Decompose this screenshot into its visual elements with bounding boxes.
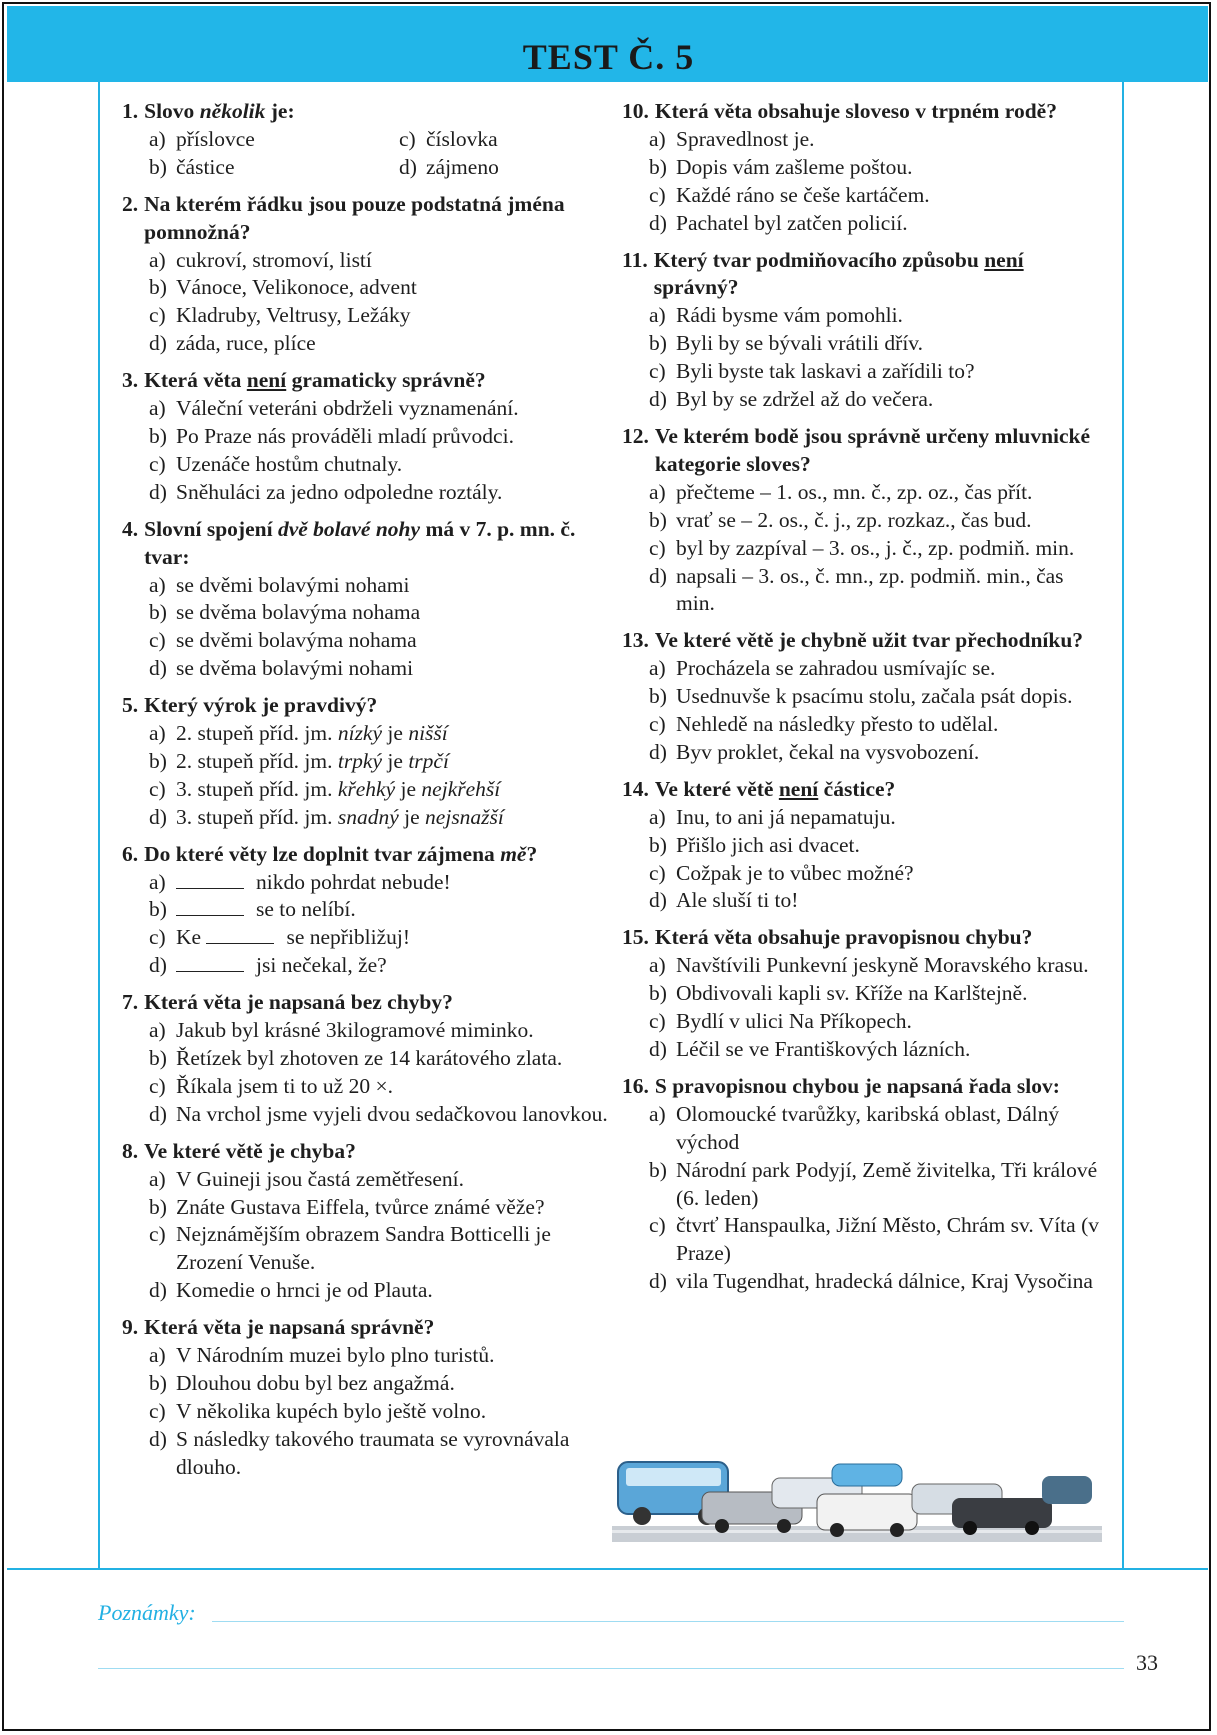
answer-option[interactable] bbox=[149, 274, 612, 302]
question-number: 7. bbox=[122, 990, 139, 1015]
option-suffix: se nepřibližuj! bbox=[286, 925, 411, 950]
option-text: Kladruby, Veltrusy, Ležáky bbox=[176, 303, 411, 328]
question-number: 15. bbox=[622, 925, 649, 950]
option-text: Váleční veteráni obdrželi vyznamenání. bbox=[176, 396, 519, 421]
question-text: Ve kterém bodě jsou správně určeny mluvnické kategorie sloves? bbox=[654, 423, 1091, 476]
option-text: Byli byste tak laskavi a zařídili to? bbox=[676, 359, 975, 384]
question bbox=[122, 989, 612, 1129]
option-letter: b) bbox=[149, 748, 167, 773]
left-column bbox=[122, 98, 612, 1491]
answer-option[interactable] bbox=[649, 358, 1102, 386]
option-letter: d) bbox=[149, 804, 167, 829]
question-heading bbox=[122, 1138, 612, 1166]
question-heading bbox=[122, 367, 612, 395]
answer-option[interactable] bbox=[149, 1221, 612, 1277]
answer-option[interactable] bbox=[149, 479, 612, 507]
question-heading bbox=[622, 776, 1102, 804]
question-heading bbox=[122, 692, 612, 720]
page-number: 33 bbox=[1136, 1650, 1158, 1675]
question-number: 5. bbox=[122, 693, 139, 718]
question bbox=[122, 1138, 612, 1305]
option-letter: d) bbox=[649, 1269, 667, 1294]
answer-option[interactable] bbox=[149, 451, 612, 479]
option-text: V několika kupéch bylo ještě volno. bbox=[176, 1398, 487, 1423]
option-text: 3. stupeň příd. jm. křehký je nejkřehší bbox=[176, 776, 501, 801]
option-letter: b) bbox=[149, 154, 167, 179]
answer-option[interactable] bbox=[149, 1073, 612, 1101]
option-text: číslovka bbox=[426, 126, 498, 151]
question bbox=[622, 98, 1102, 238]
answer-option[interactable] bbox=[649, 1036, 1102, 1064]
option-letter: a) bbox=[649, 953, 666, 978]
option-text: napsali – 3. os., č. mn., zp. podmiň. min., čas min. bbox=[676, 563, 1064, 616]
fill-blank[interactable] bbox=[176, 871, 244, 889]
bottom-rule bbox=[7, 1568, 1208, 1570]
option-text: V Guineji jsou častá zemětřesení. bbox=[176, 1166, 464, 1191]
question bbox=[122, 692, 612, 832]
answer-option[interactable] bbox=[149, 1101, 612, 1129]
answer-option[interactable] bbox=[149, 924, 612, 952]
option-text: se dvěmi bolavýma nohama bbox=[176, 628, 417, 653]
question bbox=[122, 191, 612, 358]
answer-option[interactable] bbox=[149, 869, 612, 897]
option-letter: c) bbox=[649, 712, 666, 737]
option-letter: d) bbox=[149, 1426, 167, 1451]
option-text: Po Praze nás prováděli mladí průvodci. bbox=[176, 423, 514, 448]
answer-option[interactable] bbox=[649, 507, 1102, 535]
answer-option[interactable] bbox=[649, 804, 1102, 832]
option-letter: b) bbox=[649, 331, 667, 356]
question-number: 11. bbox=[622, 247, 648, 272]
answer-option[interactable] bbox=[649, 1268, 1102, 1296]
option-text: se dvěmi bolavými nohami bbox=[176, 572, 410, 597]
option-letter: a) bbox=[649, 126, 666, 151]
answer-options bbox=[122, 1017, 612, 1129]
option-text: přečteme – 1. os., mn. č., zp. oz., čas přít. bbox=[676, 479, 1033, 504]
question-heading bbox=[622, 423, 1102, 479]
question-heading bbox=[622, 924, 1102, 952]
left-rule bbox=[98, 82, 100, 1570]
option-text: částice bbox=[176, 154, 235, 179]
option-text bbox=[176, 896, 612, 924]
answer-options bbox=[622, 952, 1102, 1064]
option-text bbox=[176, 952, 612, 980]
question bbox=[622, 776, 1102, 916]
question-text: Který tvar podmiňovacího způsobu není správný? bbox=[653, 247, 1024, 300]
question-number: 16. bbox=[622, 1073, 649, 1098]
option-letter: a) bbox=[149, 1166, 166, 1191]
answer-option[interactable] bbox=[649, 386, 1102, 414]
option-letter: d) bbox=[149, 331, 167, 356]
option-text: Ale sluší ti to! bbox=[676, 888, 799, 913]
question bbox=[122, 1314, 612, 1481]
question-heading bbox=[122, 191, 612, 247]
question-text: Která věta není gramaticky správně? bbox=[144, 368, 486, 393]
question-text: Která věta obsahuje pravopisnou chybu? bbox=[654, 925, 1033, 950]
answer-options bbox=[622, 479, 1102, 619]
option-suffix: nikdo pohrdat nebude! bbox=[256, 869, 451, 894]
option-text: Bydlí v ulici Na Příkopech. bbox=[676, 1009, 912, 1034]
question-heading bbox=[122, 516, 612, 572]
option-letter: c) bbox=[149, 776, 166, 801]
option-suffix: se to nelíbí. bbox=[256, 897, 356, 922]
option-text: S následky takového traumata se vyrovnávala dlouho. bbox=[176, 1426, 570, 1479]
answer-options bbox=[122, 720, 612, 832]
answer-options bbox=[622, 655, 1102, 767]
answer-option[interactable] bbox=[149, 1017, 612, 1045]
option-letter: a) bbox=[649, 1101, 666, 1126]
question-number: 6. bbox=[122, 841, 139, 866]
option-letter: d) bbox=[149, 1278, 167, 1303]
option-letter: d) bbox=[149, 479, 167, 504]
option-letter: c) bbox=[649, 860, 666, 885]
option-text: Byli by se bývali vrátili dřív. bbox=[676, 331, 924, 356]
answer-option[interactable] bbox=[649, 887, 1102, 915]
option-letter: a) bbox=[149, 1343, 166, 1368]
option-text: V Národním muzei bylo plno turistů. bbox=[176, 1343, 495, 1368]
option-text: Nejznámějším obrazem Sandra Botticelli je Zrození Venuše. bbox=[176, 1222, 551, 1275]
answer-option[interactable] bbox=[149, 804, 612, 832]
answer-option[interactable] bbox=[399, 154, 599, 182]
option-text: Cožpak je to vůbec možné? bbox=[676, 860, 914, 885]
answer-option[interactable] bbox=[149, 748, 612, 776]
answer-option[interactable] bbox=[149, 423, 612, 451]
question-text: Na kterém řádku jsou pouze podstatná jména pomnožná? bbox=[144, 191, 565, 244]
answer-options bbox=[122, 572, 612, 684]
notes-label: Poznámky: bbox=[98, 1600, 196, 1625]
option-text: 2. stupeň příd. jm. nízký je nišší bbox=[176, 721, 448, 746]
fill-blank[interactable] bbox=[176, 898, 244, 916]
option-letter: a) bbox=[149, 869, 166, 894]
answer-option[interactable] bbox=[649, 330, 1102, 358]
option-letter: b) bbox=[649, 981, 667, 1006]
answer-option[interactable] bbox=[649, 563, 1102, 619]
right-rule bbox=[1122, 82, 1124, 1570]
option-letter: b) bbox=[649, 832, 667, 857]
option-text: Řetízek byl zhotoven ze 14 karátového zlata. bbox=[176, 1046, 563, 1070]
option-text: Jakub byl krásné 3kilogramové miminko. bbox=[176, 1018, 534, 1043]
option-letter: c) bbox=[149, 451, 166, 476]
option-letter: c) bbox=[649, 1213, 666, 1238]
question-text: Ve které větě není částice? bbox=[654, 776, 896, 801]
option-text: Léčil se ve Františkových lázních. bbox=[676, 1037, 971, 1061]
question-number: 3. bbox=[122, 368, 139, 393]
answer-option[interactable] bbox=[649, 154, 1102, 182]
option-letter: d) bbox=[649, 888, 667, 913]
option-letter: c) bbox=[149, 1222, 166, 1247]
option-letter: b) bbox=[149, 897, 167, 922]
option-letter: c) bbox=[149, 628, 166, 653]
option-prefix: Ke bbox=[176, 925, 207, 950]
option-letter: d) bbox=[649, 210, 667, 235]
option-text: vrať se – 2. os., č. j., zp. rozkaz., čas bud. bbox=[676, 507, 1032, 532]
question bbox=[122, 841, 612, 981]
answer-option[interactable] bbox=[149, 776, 612, 804]
question-heading bbox=[122, 841, 612, 869]
answer-option[interactable] bbox=[149, 1426, 612, 1482]
option-letter: b) bbox=[649, 1157, 667, 1182]
answer-option[interactable] bbox=[649, 1008, 1102, 1036]
option-letter: c) bbox=[149, 303, 166, 328]
option-letter: b) bbox=[649, 154, 667, 179]
option-letter: d) bbox=[649, 1037, 667, 1061]
question bbox=[622, 247, 1102, 414]
option-text: Byv proklet, čekal na vysvobození. bbox=[676, 739, 980, 764]
question bbox=[622, 423, 1102, 618]
question-heading bbox=[122, 1314, 612, 1342]
answer-option[interactable] bbox=[149, 896, 612, 924]
answer-option[interactable] bbox=[649, 535, 1102, 563]
question-heading bbox=[622, 247, 1102, 303]
option-text: Sněhuláci za jedno odpoledne roztály. bbox=[176, 479, 503, 504]
option-letter: b) bbox=[649, 684, 667, 709]
option-letter: a) bbox=[149, 126, 166, 151]
option-text: 3. stupeň příd. jm. snadný je nejsnažší bbox=[176, 804, 504, 829]
fill-blank[interactable] bbox=[206, 926, 274, 944]
option-text: Nehledě na následky přesto to udělal. bbox=[676, 712, 999, 737]
option-text: Obdivovali kapli sv. Kříže na Karlštejně. bbox=[676, 981, 1028, 1006]
answer-option[interactable] bbox=[649, 711, 1102, 739]
option-letter: c) bbox=[399, 126, 416, 151]
answer-option[interactable] bbox=[149, 655, 612, 683]
option-text: se dvěma bolavýma nohama bbox=[176, 600, 421, 625]
option-text: Procházela se zahradou usmívajíc se. bbox=[676, 656, 996, 681]
option-text: Pachatel byl zatčen policií. bbox=[676, 210, 908, 235]
answer-option[interactable] bbox=[149, 1166, 612, 1194]
option-text: Znáte Gustava Eiffela, tvůrce známé věže? bbox=[176, 1194, 545, 1219]
answer-option[interactable] bbox=[649, 126, 1102, 154]
option-letter: b) bbox=[149, 1194, 167, 1219]
option-letter: b) bbox=[149, 275, 167, 300]
question-text: S pravopisnou chybou je napsaná řada slov: bbox=[654, 1073, 1060, 1098]
option-letter: a) bbox=[149, 247, 166, 272]
question-number: 12. bbox=[622, 423, 649, 448]
answer-option[interactable] bbox=[149, 1045, 612, 1073]
question-text: Slovní spojení dvě bolavé nohy má v 7. p. mn. č. tvar: bbox=[144, 516, 576, 569]
question-text: Která věta obsahuje sloveso v trpném rodě? bbox=[654, 99, 1057, 123]
option-letter: a) bbox=[149, 1018, 166, 1043]
option-letter: b) bbox=[149, 423, 167, 448]
answer-option[interactable] bbox=[149, 599, 612, 627]
question bbox=[622, 627, 1102, 767]
answer-option[interactable] bbox=[149, 1194, 612, 1222]
question-heading bbox=[622, 98, 1102, 126]
option-letter: c) bbox=[649, 182, 666, 207]
answer-options bbox=[622, 804, 1102, 916]
answer-option[interactable] bbox=[149, 952, 612, 980]
answer-option[interactable] bbox=[649, 182, 1102, 210]
answer-option[interactable] bbox=[649, 739, 1102, 767]
option-letter: a) bbox=[649, 804, 666, 829]
option-letter: a) bbox=[149, 572, 166, 597]
option-text: Usednuvše k psacímu stolu, začala psát dopis. bbox=[676, 684, 1073, 709]
option-letter: d) bbox=[149, 1101, 167, 1126]
answer-option[interactable] bbox=[649, 655, 1102, 683]
option-letter: b) bbox=[649, 507, 667, 532]
answer-option[interactable] bbox=[649, 1212, 1102, 1268]
notes-line-2 bbox=[98, 1668, 1124, 1669]
option-text: záda, ruce, plíce bbox=[176, 331, 316, 356]
question-heading bbox=[622, 1073, 1102, 1101]
answer-options bbox=[122, 1166, 612, 1306]
answer-option[interactable] bbox=[149, 1370, 612, 1398]
answer-options bbox=[122, 126, 612, 182]
option-text: zájmeno bbox=[426, 154, 499, 179]
option-text: Vánoce, Velikonoce, advent bbox=[176, 275, 417, 300]
answer-option[interactable] bbox=[149, 330, 612, 358]
answer-option[interactable] bbox=[399, 126, 599, 154]
answer-options bbox=[122, 869, 612, 981]
right-column bbox=[622, 98, 1102, 1305]
traffic-illustration bbox=[612, 1456, 1102, 1542]
answer-option[interactable] bbox=[149, 572, 612, 600]
option-letter: b) bbox=[149, 1370, 167, 1395]
option-letter: c) bbox=[149, 925, 166, 950]
answer-option[interactable] bbox=[649, 479, 1102, 507]
option-text: cukroví, stromoví, listí bbox=[176, 247, 372, 272]
option-letter: c) bbox=[149, 1073, 166, 1098]
option-text: Komedie o hrnci je od Plauta. bbox=[176, 1278, 433, 1303]
option-letter: a) bbox=[649, 656, 666, 681]
answer-option[interactable] bbox=[649, 860, 1102, 888]
question bbox=[122, 367, 612, 507]
option-text bbox=[176, 869, 612, 897]
option-letter: c) bbox=[149, 1398, 166, 1423]
option-letter: b) bbox=[149, 600, 167, 625]
notes-line bbox=[212, 1621, 1124, 1622]
answer-options bbox=[122, 247, 612, 359]
option-text: Navštívili Punkevní jeskyně Moravského krasu. bbox=[676, 953, 1089, 978]
question-number: 10. bbox=[622, 99, 649, 123]
option-text: Přišlo jich asi dvacet. bbox=[676, 832, 860, 857]
option-text: Inu, to ani já nepamatuju. bbox=[676, 804, 896, 829]
option-letter: a) bbox=[649, 303, 666, 328]
option-letter: d) bbox=[149, 953, 167, 978]
option-text: vila Tugendhat, hradecká dálnice, Kraj Vysočina bbox=[676, 1269, 1093, 1294]
question-number: 14. bbox=[622, 776, 649, 801]
option-text: Dlouhou dobu byl bez angažmá. bbox=[176, 1370, 455, 1395]
option-text bbox=[176, 924, 612, 952]
answer-option[interactable] bbox=[149, 720, 612, 748]
fill-blank[interactable] bbox=[176, 954, 244, 972]
option-text: Na vrchol jsme vyjeli dvou sedačkovou lanovkou. bbox=[176, 1101, 608, 1126]
option-letter: c) bbox=[649, 359, 666, 384]
answer-option[interactable] bbox=[149, 1342, 612, 1370]
question-text: Slovo několik je: bbox=[144, 99, 295, 123]
option-text: příslovce bbox=[176, 126, 255, 151]
answer-option[interactable] bbox=[149, 1277, 612, 1305]
option-letter: d) bbox=[649, 563, 667, 588]
question-number: 1. bbox=[122, 99, 139, 123]
answer-option[interactable] bbox=[649, 302, 1102, 330]
question-text: Která věta je napsaná správně? bbox=[144, 1315, 435, 1340]
answer-option[interactable] bbox=[649, 1101, 1102, 1157]
answer-option[interactable] bbox=[149, 627, 612, 655]
question bbox=[622, 1073, 1102, 1296]
question-number: 2. bbox=[122, 191, 139, 216]
answer-option[interactable] bbox=[649, 952, 1102, 980]
answer-options bbox=[622, 1101, 1102, 1296]
question-heading bbox=[622, 627, 1102, 655]
answer-option[interactable] bbox=[649, 980, 1102, 1008]
answer-option[interactable] bbox=[149, 1398, 612, 1426]
question-number: 9. bbox=[122, 1315, 139, 1340]
answer-options bbox=[122, 395, 612, 507]
answer-option[interactable] bbox=[649, 210, 1102, 238]
question-heading bbox=[122, 989, 612, 1017]
option-text: čtvrť Hanspaulka, Jižní Město, Chrám sv. Víta (v Praze) bbox=[676, 1213, 1099, 1266]
option-letter: d) bbox=[649, 739, 667, 764]
option-suffix: jsi nečekal, že? bbox=[256, 953, 387, 978]
option-text: Rádi bysme vám pomohli. bbox=[676, 303, 903, 328]
question-number: 8. bbox=[122, 1138, 139, 1163]
question-text: Který výrok je pravdivý? bbox=[144, 693, 378, 718]
option-letter: d) bbox=[149, 656, 167, 681]
answer-option[interactable] bbox=[649, 1157, 1102, 1213]
question-number: 13. bbox=[622, 628, 649, 653]
option-letter: b) bbox=[149, 1046, 167, 1070]
option-text: 2. stupeň příd. jm. trpký je trpčí bbox=[176, 748, 449, 773]
option-text: Dopis vám zašleme poštou. bbox=[676, 154, 913, 179]
answer-options bbox=[622, 302, 1102, 414]
question-text: Která věta je napsaná bez chyby? bbox=[144, 990, 453, 1015]
option-text: Spravedlnost je. bbox=[676, 126, 815, 151]
question-number: 4. bbox=[122, 516, 139, 541]
option-text: byl by zazpíval – 3. os., j. č., zp. podmiň. min. bbox=[676, 535, 1075, 560]
answer-options bbox=[122, 1342, 612, 1482]
question-text: Do které věty lze doplnit tvar zájmena mě? bbox=[144, 841, 538, 866]
option-letter: a) bbox=[649, 479, 666, 504]
option-text: Říkala jsem ti to už 20 ×. bbox=[176, 1073, 393, 1098]
option-text: Byl by se zdržel až do večera. bbox=[676, 387, 934, 412]
answer-option[interactable] bbox=[149, 247, 612, 275]
option-letter: a) bbox=[149, 396, 166, 421]
option-letter: c) bbox=[649, 1009, 666, 1034]
option-letter: c) bbox=[649, 535, 666, 560]
option-text: Olomoucké tvarůžky, karibská oblast, Dálný východ bbox=[676, 1101, 1060, 1154]
question bbox=[622, 924, 1102, 1064]
question bbox=[122, 98, 612, 182]
question-text: Ve které větě je chybně užit tvar přechodníku? bbox=[654, 628, 1084, 653]
question bbox=[122, 516, 612, 683]
option-text: Národní park Podyjí, Země živitelka, Tři králové (6. leden) bbox=[676, 1157, 1098, 1210]
answer-option[interactable] bbox=[149, 302, 612, 330]
option-letter: d) bbox=[399, 154, 417, 179]
option-text: se dvěma bolavými nohami bbox=[176, 656, 414, 681]
option-letter: a) bbox=[149, 721, 166, 746]
answer-option[interactable] bbox=[149, 154, 399, 182]
question-heading bbox=[122, 98, 612, 126]
answer-option[interactable] bbox=[149, 395, 612, 423]
option-text: Každé ráno se češe kartáčem. bbox=[676, 182, 930, 207]
answer-option[interactable] bbox=[649, 832, 1102, 860]
answer-options bbox=[622, 126, 1102, 238]
option-letter: d) bbox=[649, 387, 667, 412]
question-text: Ve které větě je chyba? bbox=[144, 1138, 356, 1163]
option-text: Uzenáče hostům chutnaly. bbox=[176, 451, 403, 476]
answer-option[interactable] bbox=[649, 683, 1102, 711]
page-title: TEST Č. 5 bbox=[522, 37, 695, 77]
answer-option[interactable] bbox=[149, 126, 399, 154]
